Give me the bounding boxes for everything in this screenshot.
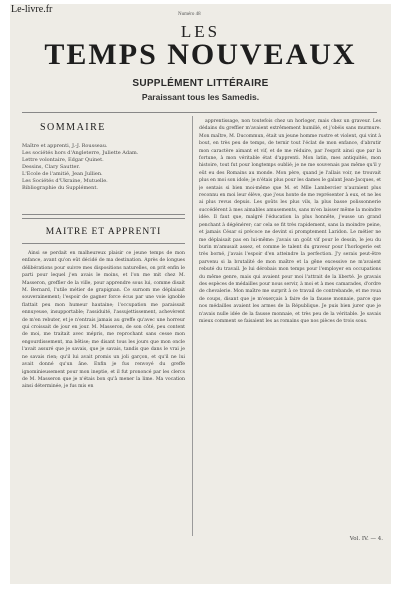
masthead-article: LES [180, 22, 221, 41]
column-divider [192, 116, 193, 536]
publication-frequency: Paraissant tous les Samedis. [141, 92, 260, 102]
masthead-title: TEMPS NOUVEAUX [44, 38, 357, 71]
sommaire-item: Bibliographie du Supplément. [22, 185, 98, 191]
store-watermark-label: Le-livre.fr [11, 4, 53, 15]
sommaire-list [22, 143, 185, 192]
article-text-right: apprentissage, non toutefois chez un horloger, mais chez un graveur. Les dédains du greffier m'avaient extrêmement humilié, et j'obéis sans murmure. Mon maître, M. Ducommun, était un jeune homme rustre et violent, qui vint à bout, en très peu de temps, de ternir tout l'éclat de mon enfance, d'abrutir mon caractère aimant et vif, et de me réduire, par l'esprit ainsi que par la fortune, à mon véritable état d'apprenti. Mon latin, mes antiquités, mon histoire, tout fut pour longtemps oublié; je ne me souvenais pas même qu'il y eût eu des Romains au monde. Mon père, quand je l'allais voir, ne trouvait plus en moi son idole; je n'étais plus pour les dames le galant Jean-Jacques, et je sentais si bien moi-même que M. et Mlle Lambercier n'auraient plus reconnu en moi leur élève, que j'eus honte de me représenter à eux, et ne les ai plus revus depuis. Les goûts les plus vils, la plus basse polissonnerie succédèrent à mes aimables amusements, sans m'en laisser même la moindre idée. Il faut que, malgré l'éducation la plus honnête, j'eusse un grand penchant à dégénérer; car cela se fit très rapidement, sans la moindre peine, et jamais César si précoce ne devint si promptement Laridon. Le métier ne me déplaisait pas en lui-même: j'avais un goût vif pour le dessin, le jeu du burin m'amusait assez, et comme le talent du graveur pour l'horlogerie est très borné, j'avais l'espoir d'en atteindre la perfection. J'y serais peut-être parvenu si la brutalité de mon maître et la gêne excessive ne m'avaient rebuté du travail. Je lui dérobais mon temps pour l'employer en occupations du même genre, mais qui avaient pour moi l'attrait de la liberté. Je gravais des espèces de médailles pour nous servir, à moi et à mes camarades, d'ordre de chevalerie. Mon maître me surprit à ce travail de contrebande, et me roua de coups, disant que je m'exerçais à faire de la fausse monnaie, parce que nos médailles avaient les armes de la République. Je puis bien jurer que je n'avais nulle idée de la fausse monnaie, et très peu de la véritable. Je savais mieux comment se faisaient les as romains que nos pièces de trois sous. [199, 119, 381, 324]
page-footer: Vol. IV. — 4. [349, 536, 383, 542]
article-title-rule [22, 243, 185, 244]
article-top-rule [22, 214, 185, 215]
sommaire-heading: SOMMAIRE [40, 122, 106, 133]
article-top-rule-second [22, 218, 185, 219]
article-text-left: Ainsi se perdait en malheureux plaisir ce jeune temps de mon enfance, avant qu'on eût décidé de ma destination. Après de longues délibérations pour suivre mes dispositions naturelles, on prit enfin le parti pour lequel j'en avais le moins, et l'on me mit chez M. Masseron, greffier de la ville, pour apprendre sous lui, comme disait M. Bernard, l'utile métier de grapignan. Ce surnom me déplaisait souverainement; l'espoir de gagner force écus par une voie ignoble flattait peu mon humeur hautaine; l'occupation me paraissait ennuyeuse, insupportable; l'assiduité, l'assujettissement, achevèrent de m'en rebuter, et je n'entrais jamais au greffe qu'avec une horreur qui croissait de jour en jour. M. Masseron, de son côté, peu content de moi, me traitait avec mépris, me reprochant sans cesse mon engourdissement, ma bêtise; me disant tous les jours que mon oncle l'avait assuré que je savais, que je savais, tandis que dans le vrai je ne savais rien; qu'il lui avait promis un joli garçon, et qu'il ne lui avait donné qu'un âne. Enfin je fus renvoyé du greffe ignominieusement pour mon ineptie, et il fut prononcé par les clercs de M. Masseron que je n'étais bon qu'à mener la lime. Ma vocation ainsi déterminée, je fus mis en [22, 251, 185, 390]
supplement-label: SUPPLÉMENT LITTÉRAIRE [132, 78, 269, 89]
issue-number: Numéro 48 [178, 12, 201, 17]
right-column [199, 118, 381, 538]
article-title: MAITRE ET APPRENTI [45, 227, 162, 237]
sommaire-item: Les Sociétés d'Ukraine, Mutuelle. [22, 178, 108, 184]
sommaire-item: Dessins, Clary Sautter. [22, 164, 80, 170]
sommaire-item: Lettre volontaire, Edgar Quinet. [22, 157, 104, 163]
sommaire-item: Les sociétés hors d'Angleterre, Juliette Adam. [22, 150, 139, 156]
masthead-divider [22, 112, 377, 113]
left-column [22, 118, 185, 538]
sommaire-item: L'École de l'amitié, Jean Jullien. [22, 171, 103, 177]
sommaire-item: Maître et apprenti, J.-J. Rousseau. [22, 143, 108, 149]
newspaper-page [10, 4, 391, 584]
